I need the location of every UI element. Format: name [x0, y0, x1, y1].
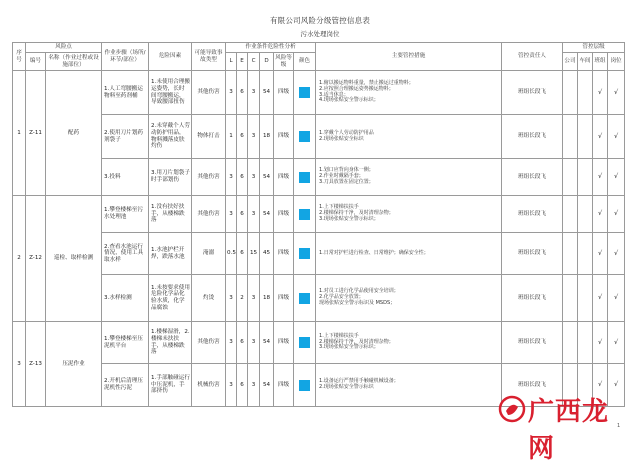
measure-line: 1.日常对护栏进行检查、日常维护；确保安全性； — [319, 249, 429, 256]
measure-line: 2.现场张贴安全标识 — [319, 135, 364, 142]
row-accident: 物体打击 — [192, 115, 226, 159]
row-level: 四级 — [274, 115, 294, 159]
row-E: 6 — [237, 196, 248, 233]
row-responsible: 班组长段飞 — [502, 275, 563, 322]
header-level: 风险等级 — [274, 53, 294, 71]
row-team-check: √ — [593, 322, 608, 364]
row-step: 3.投料 — [102, 159, 149, 196]
row-risk-name: 压泥作业 — [46, 322, 102, 407]
row-C: 3 — [248, 275, 260, 322]
row-measures — [316, 196, 502, 233]
row-company — [563, 115, 578, 159]
table-row — [13, 196, 625, 233]
row-E: 6 — [237, 159, 248, 196]
row-team-check: √ — [593, 196, 608, 233]
measure-line: 2.作业时戴隔手套； — [319, 173, 364, 180]
row-E: 6 — [237, 71, 248, 115]
row-step: 3.水样检测 — [102, 275, 149, 322]
risk-color-swatch — [299, 248, 310, 259]
row-color — [294, 322, 316, 364]
header-control-level: 管控层级 — [563, 43, 625, 53]
measure-line: 3.现场张贴安全警示标识； — [319, 215, 379, 222]
row-step: 1.人工弯腰搬运物料至药剂桶 — [102, 71, 149, 115]
header-workshop: 车间 — [578, 53, 593, 71]
row-hazard: 1.未按要求使用危险化学品化验水质，化学品腐蚀 — [149, 275, 192, 322]
row-measures — [316, 275, 502, 322]
row-post-check: √ — [608, 322, 625, 364]
row-hazard: 1.没有扶好扶手，从楼梯跌落 — [149, 196, 192, 233]
row-color — [294, 364, 316, 407]
measure-line: 1.穿戴个人劳动防护用品 — [319, 129, 374, 136]
row-E: 6 — [237, 322, 248, 364]
header-code: 编号 — [26, 53, 46, 71]
row-level: 四级 — [274, 159, 294, 196]
watermark — [498, 389, 628, 464]
row-D: 54 — [260, 159, 274, 196]
table-row — [13, 115, 625, 159]
row-C: 3 — [248, 159, 260, 196]
header-risk-point: 风险点 — [26, 43, 102, 53]
measure-line: 1.上下楼梯扶扶手 — [319, 204, 359, 211]
risk-color-swatch — [299, 337, 310, 348]
row-color — [294, 275, 316, 322]
row-E: 6 — [237, 364, 248, 407]
row-E: 6 — [237, 233, 248, 275]
row-color — [294, 233, 316, 275]
table-row — [13, 275, 625, 322]
measure-line: 1.俯以搬运物料重量，禁止搬运过重物料； — [319, 79, 414, 86]
header-responsible: 管控责任人 — [502, 43, 563, 71]
row-workshop — [578, 159, 593, 196]
row-workshop — [578, 322, 593, 364]
header-post: 岗位 — [608, 53, 625, 71]
row-E: 6 — [237, 115, 248, 159]
header-name: 名称（作业过程或设施部位） — [46, 53, 102, 71]
row-hazard: 2.未穿戴个人劳动防护用品，物料溅落皮肤灼伤 — [149, 115, 192, 159]
row-company — [563, 196, 578, 233]
header-company: 公司 — [563, 53, 578, 71]
row-color — [294, 71, 316, 115]
row-color — [294, 196, 316, 233]
row-measures — [316, 322, 502, 364]
row-responsible: 班组长段飞 — [502, 233, 563, 275]
row-team-check: √ — [593, 71, 608, 115]
row-D: 18 — [260, 115, 274, 159]
row-measures — [316, 159, 502, 196]
page-number: 1 — [617, 423, 621, 429]
row-step: 1.攀登楼梯至污水处理池 — [102, 196, 149, 233]
header-E: E — [237, 53, 248, 71]
measure-line: 2.应按照合理搬运姿势搬运物料； — [319, 85, 394, 92]
row-level: 四级 — [274, 196, 294, 233]
header-accident: 可能导致事故类型 — [192, 43, 226, 71]
row-level: 四级 — [274, 233, 294, 275]
row-accident: 其他伤害 — [192, 196, 226, 233]
row-accident: 机械伤害 — [192, 364, 226, 407]
row-C: 3 — [248, 196, 260, 233]
row-workshop — [578, 275, 593, 322]
measure-line: 1.对员工进行化学品使用安全培训； — [319, 288, 399, 295]
row-accident: 淹溺 — [192, 233, 226, 275]
row-measures — [316, 364, 502, 407]
row-company — [563, 322, 578, 364]
row-team-check: √ — [593, 233, 608, 275]
row-color — [294, 115, 316, 159]
row-step: 1.攀登楼梯至压泥机平台 — [102, 322, 149, 364]
row-company — [563, 275, 578, 322]
row-code: Z-11 — [26, 71, 46, 196]
row-company — [563, 159, 578, 196]
measure-line: 现场张贴安全警示标识及 MSDS； — [319, 299, 396, 306]
row-seq: 3 — [13, 322, 26, 407]
row-responsible: 班组长段飞 — [502, 159, 563, 196]
row-L: 3 — [226, 159, 237, 196]
header-L: L — [226, 53, 237, 71]
row-measures — [316, 115, 502, 159]
row-D: 54 — [260, 71, 274, 115]
measure-line: 3.现场张贴安全警示标识； — [319, 344, 379, 351]
row-code: Z-12 — [26, 196, 46, 322]
watermark-text: 广西龙网 — [528, 397, 610, 464]
risk-color-swatch — [299, 293, 310, 304]
measure-line: 3.刀具放置在固定位置； — [319, 178, 374, 185]
row-level: 四级 — [274, 322, 294, 364]
row-team-check: √ — [593, 159, 608, 196]
row-risk-name: 配药 — [46, 71, 102, 196]
row-C: 3 — [248, 71, 260, 115]
risk-table-body — [13, 71, 625, 407]
row-team-check: √ — [593, 364, 608, 407]
row-level: 四级 — [274, 275, 294, 322]
row-company — [563, 233, 578, 275]
measure-line: 1.划口应背向身体一侧； — [319, 167, 374, 174]
row-hazard: 3.用刀片划袋子时手部划伤 — [149, 159, 192, 196]
row-seq: 2 — [13, 196, 26, 322]
row-company — [563, 71, 578, 115]
row-code: Z-13 — [26, 322, 46, 407]
row-accident: 其他伤害 — [192, 159, 226, 196]
row-C: 3 — [248, 322, 260, 364]
measure-line: 2.化学品安全放置； — [319, 294, 364, 301]
watermark-logo-icon — [498, 395, 526, 423]
row-measures — [316, 71, 502, 115]
header-C: C — [248, 53, 260, 71]
row-post-check: √ — [608, 159, 625, 196]
measure-line: 1.上下楼梯扶扶手 — [319, 332, 359, 339]
risk-color-swatch — [299, 209, 310, 220]
row-team-check: √ — [593, 275, 608, 322]
row-D: 45 — [260, 233, 274, 275]
header-D: D — [260, 53, 274, 71]
row-color — [294, 159, 316, 196]
row-responsible: 班组长段飞 — [502, 71, 563, 115]
header-measures: 主要管控措施 — [316, 43, 502, 71]
measure-line: 2.楼梯保持干净，及时清理杂物； — [319, 210, 394, 217]
row-E: 2 — [237, 275, 248, 322]
header-steps: 作业步骤（场所/环节/部位） — [102, 43, 149, 71]
table-row — [13, 322, 625, 364]
measure-line: 4.现场张贴安全警示标识； — [319, 97, 379, 104]
row-C: 3 — [248, 364, 260, 407]
row-level: 四级 — [274, 364, 294, 407]
table-row — [13, 71, 625, 115]
row-L: 3 — [226, 322, 237, 364]
row-post-check: √ — [608, 196, 625, 233]
row-L: 3 — [226, 364, 237, 407]
measure-line: 1.设备运行严禁用手触碰机械设备； — [319, 378, 399, 385]
row-post-check: √ — [608, 115, 625, 159]
row-L: 3 — [226, 196, 237, 233]
header-eval-group: 作业条件危险性分析 — [226, 43, 316, 53]
row-team-check: √ — [593, 115, 608, 159]
table-row — [13, 233, 625, 275]
document-title: 有限公司风险分级管控信息表 — [269, 16, 371, 25]
row-C: 15 — [248, 233, 260, 275]
row-seq: 1 — [13, 71, 26, 196]
risk-color-swatch — [299, 380, 310, 391]
row-step: 2.开机后清理压泥机性污泥 — [102, 364, 149, 407]
row-post-check: √ — [608, 275, 625, 322]
row-L: 1 — [226, 115, 237, 159]
risk-control-table — [12, 42, 625, 407]
row-level: 四级 — [274, 71, 294, 115]
row-L: 0.5 — [226, 233, 237, 275]
row-workshop — [578, 115, 593, 159]
header-hazard: 危险因素 — [149, 43, 192, 71]
row-post-check: √ — [608, 71, 625, 115]
risk-color-swatch — [299, 131, 310, 142]
row-workshop — [578, 71, 593, 115]
row-hazard: 1.手部触碰运行中压泥机，手部挤伤 — [149, 364, 192, 407]
row-step: 2.使用刀片划药剂袋子 — [102, 115, 149, 159]
row-responsible: 班组长段飞 — [502, 322, 563, 364]
row-hazard: 1.水池护栏开焊，跌落水池 — [149, 233, 192, 275]
row-workshop — [578, 233, 593, 275]
measure-line: 2.现场张贴安全警示标识 — [319, 384, 374, 390]
document-subtitle: 污水处理岗位 — [300, 30, 340, 38]
table-row — [13, 159, 625, 196]
row-workshop — [578, 196, 593, 233]
row-post-check: √ — [608, 364, 625, 407]
row-D: 54 — [260, 364, 274, 407]
row-hazard: 1.未使用合理搬运姿势，长时间弯腰搬运，导致腰部扭伤 — [149, 71, 192, 115]
row-C: 3 — [248, 115, 260, 159]
row-accident: 其他伤害 — [192, 71, 226, 115]
row-measures — [316, 233, 502, 275]
row-hazard: 1.楼梯湿滑，2.楼梯未扶扶手，从楼梯跌落 — [149, 322, 192, 364]
risk-color-swatch — [299, 87, 310, 98]
row-L: 3 — [226, 71, 237, 115]
measure-line: 3.适当休息； — [319, 91, 349, 98]
header-team: 班组 — [593, 53, 608, 71]
row-D: 54 — [260, 322, 274, 364]
measure-line: 2.楼梯保持干净，及时清理杂物； — [319, 338, 394, 345]
row-responsible: 班组长段飞 — [502, 196, 563, 233]
header-color: 颜色 — [294, 53, 316, 71]
row-responsible: 班组长段飞 — [502, 115, 563, 159]
row-post-check: √ — [608, 233, 625, 275]
header-seq: 序号 — [13, 43, 26, 71]
row-responsible: 班组长段飞 — [502, 364, 563, 407]
row-L: 3 — [226, 275, 237, 322]
row-accident: 灼烫 — [192, 275, 226, 322]
row-D: 54 — [260, 196, 274, 233]
row-accident: 其他伤害 — [192, 322, 226, 364]
row-risk-name: 巡检、取样检测 — [46, 196, 102, 322]
row-D: 18 — [260, 275, 274, 322]
row-step: 2.查看水池运行情况，使用工具取水样 — [102, 233, 149, 275]
risk-color-swatch — [299, 172, 310, 183]
